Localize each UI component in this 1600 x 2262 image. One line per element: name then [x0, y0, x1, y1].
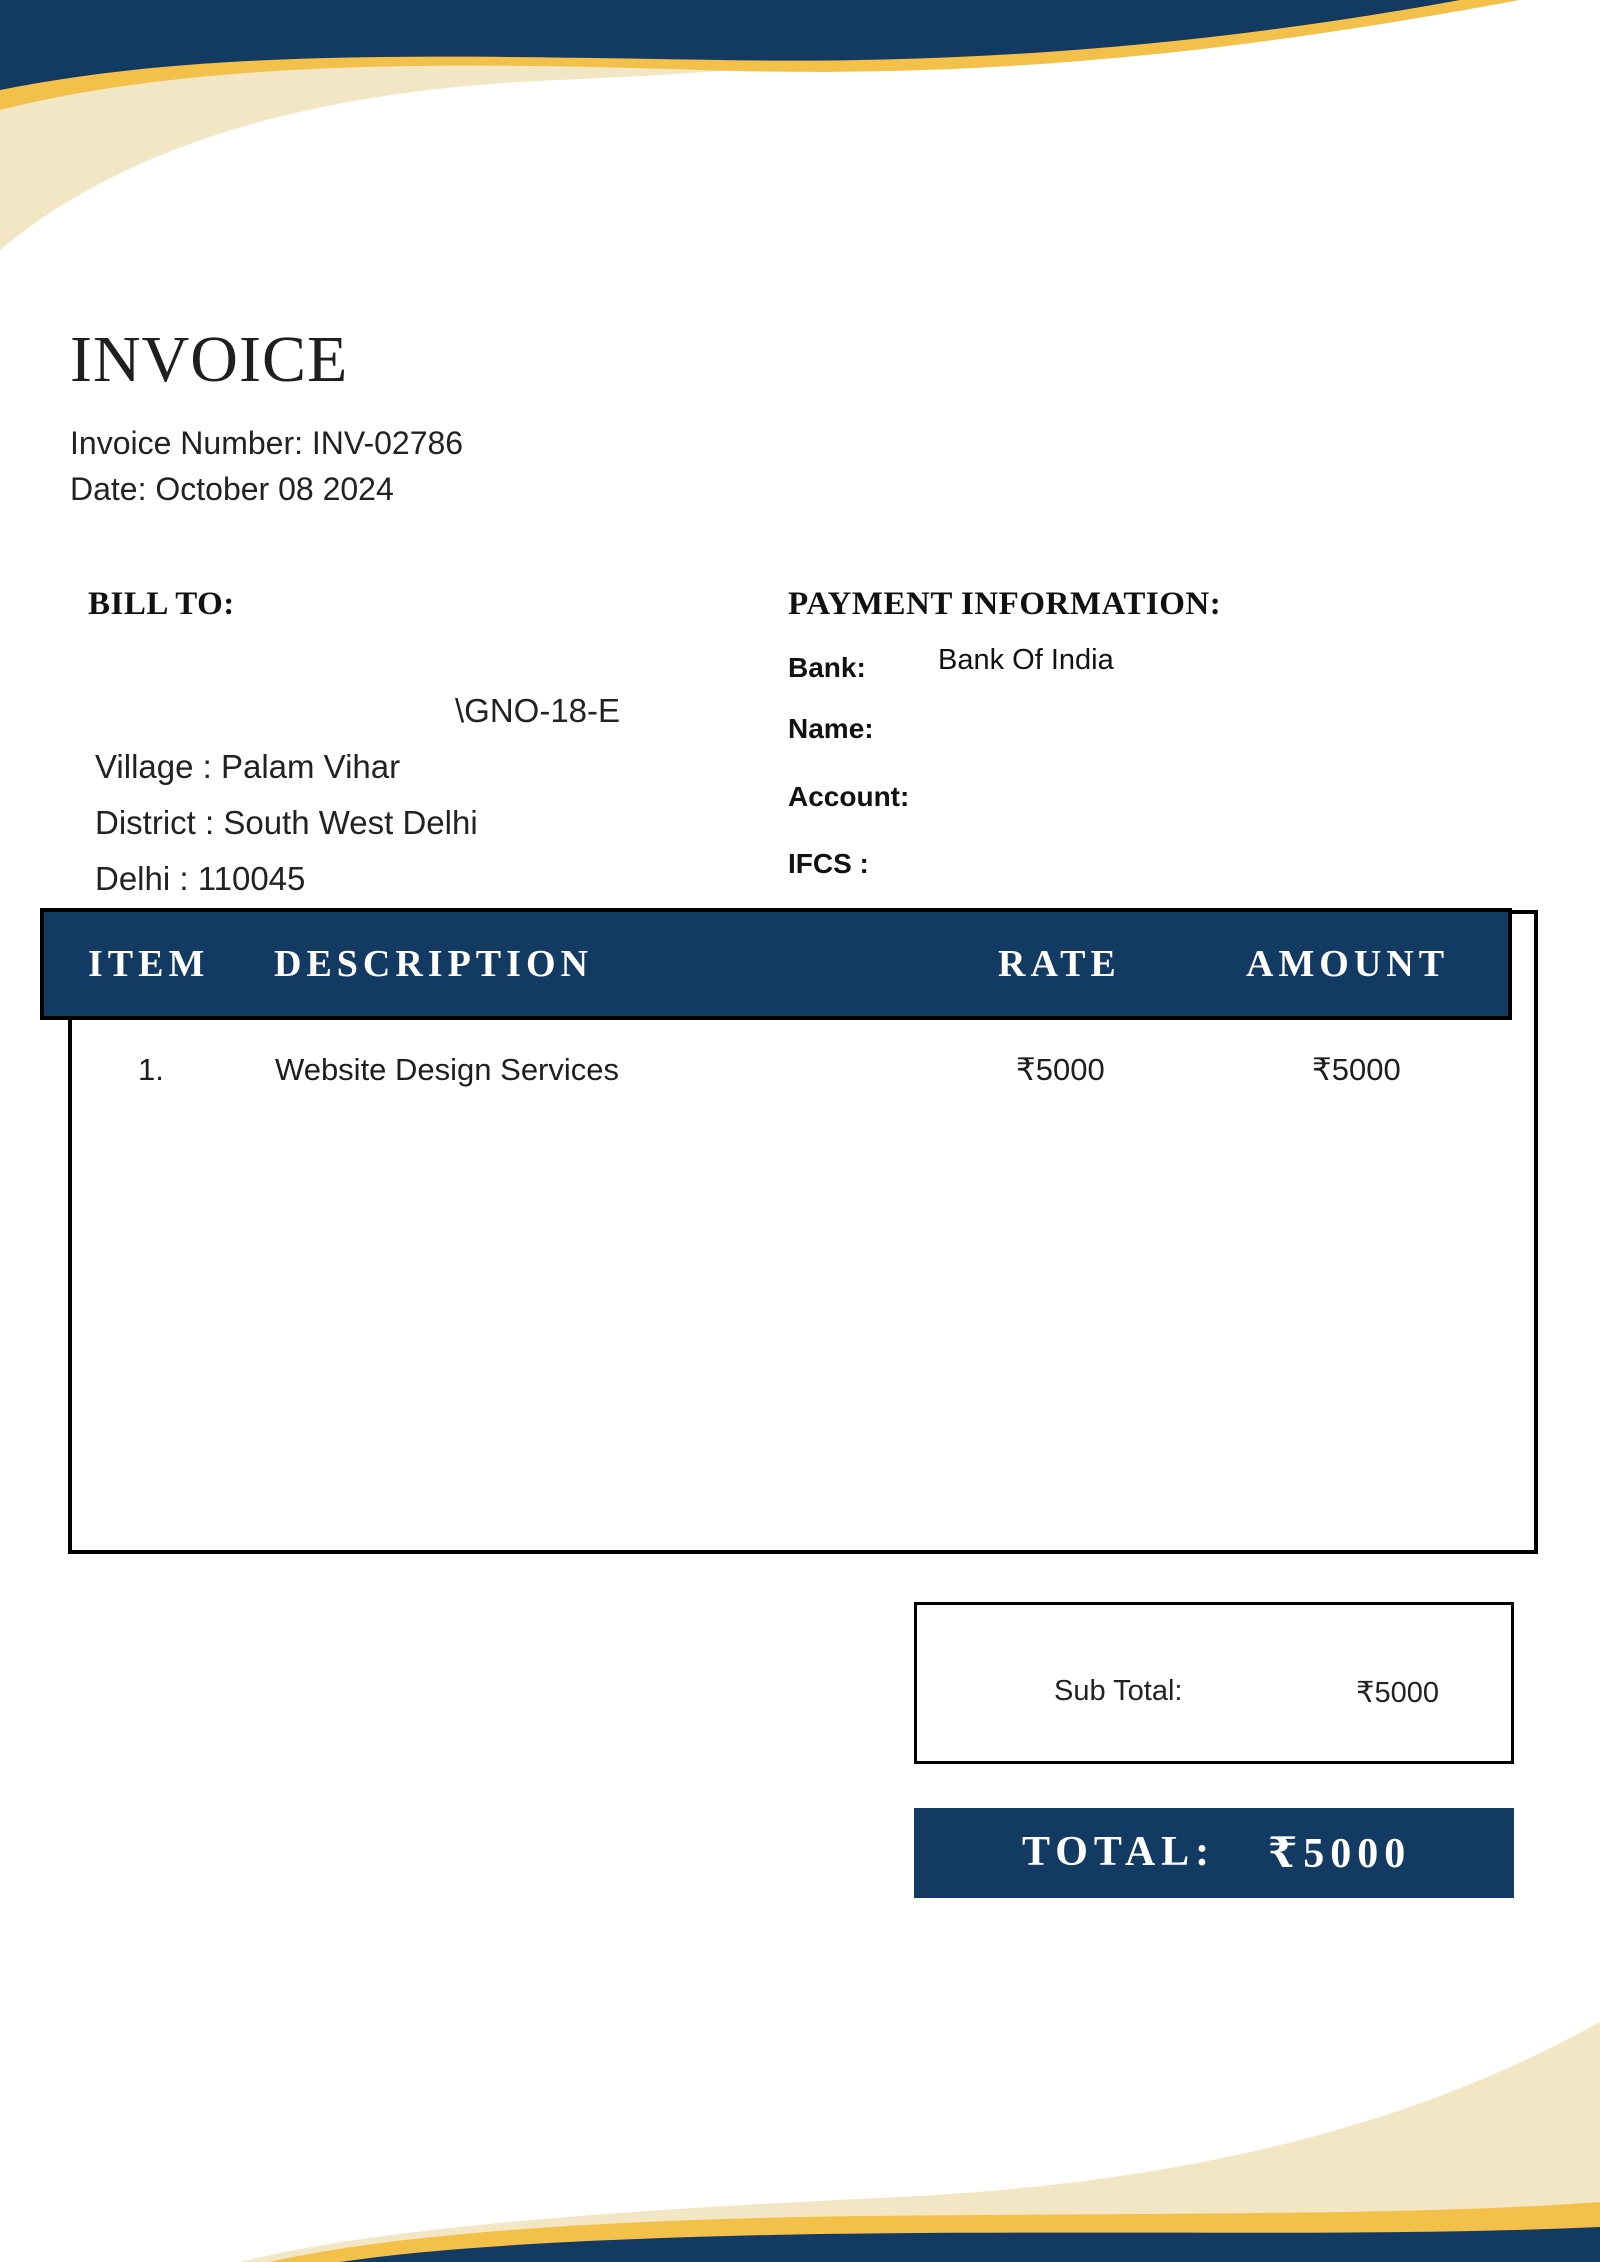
items-table-header — [40, 908, 1512, 1020]
row-item: 1. — [138, 1052, 164, 1087]
payment-label: IFCS : — [788, 848, 869, 879]
payment-row-bank — [788, 644, 1114, 684]
total-value: ₹5000 — [1268, 1831, 1412, 1877]
address-line: \GNO-18-E — [455, 692, 621, 729]
total-label: TOTAL: — [1022, 1829, 1216, 1875]
top-wave-decoration — [0, 0, 1600, 260]
bill-to-heading: BILL TO: — [88, 586, 235, 622]
subtotal-label: Sub Total: — [1054, 1675, 1183, 1707]
invoice-meta — [70, 420, 463, 512]
address-line: Village : Palam Vihar — [95, 748, 401, 785]
invoice-number: Invoice Number: INV-02786 — [70, 425, 464, 461]
invoice-title: INVOICE — [70, 323, 349, 396]
row-rate: ₹5000 — [1016, 1052, 1105, 1087]
payment-row-account — [788, 781, 909, 813]
payment-value: Bank Of India — [938, 644, 1114, 676]
invoice-date: Date: October 08 2024 — [70, 471, 394, 507]
payment-label: Name: — [788, 713, 874, 744]
address-line: District : South West Delhi — [95, 804, 478, 841]
subtotal-value: ₹5000 — [1356, 1677, 1439, 1709]
header-amount: AMOUNT — [1246, 943, 1450, 985]
header-description: DESCRIPTION — [274, 943, 593, 985]
header-rate: RATE — [998, 943, 1121, 985]
address-line: Delhi : 110045 — [95, 860, 306, 897]
payment-label: Account: — [788, 781, 910, 812]
bill-to-address — [95, 683, 620, 907]
row-amount: ₹5000 — [1312, 1052, 1401, 1087]
payment-info-heading: PAYMENT INFORMATION: — [788, 586, 1222, 622]
bottom-wave-decoration — [0, 2002, 1600, 2262]
payment-row-name — [788, 713, 874, 745]
header-item: ITEM — [88, 943, 210, 985]
payment-label: Bank: — [788, 652, 866, 683]
payment-row-ifcs — [788, 848, 869, 880]
total-bar — [914, 1808, 1514, 1898]
row-description: Website Design Services — [275, 1052, 620, 1087]
